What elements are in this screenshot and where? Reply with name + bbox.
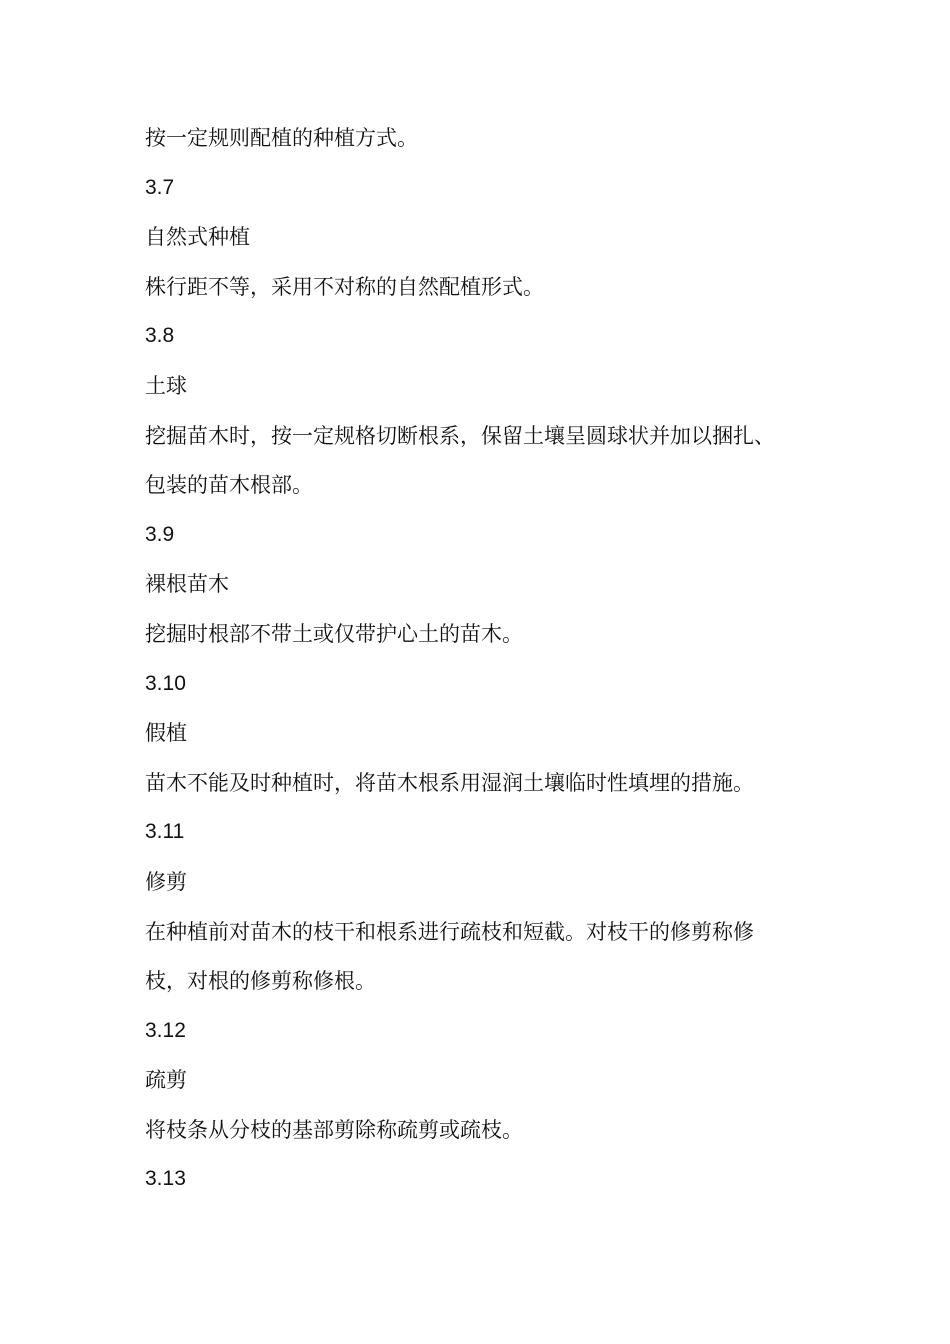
term-heading: 假植 [145, 721, 187, 746]
term-definition: 在种植前对苗木的枝干和根系进行疏枝和短截。对枝干的修剪称修 [145, 919, 754, 944]
term-definition: 包装的苗木根部。 [145, 473, 313, 498]
section-number: 3.11 [145, 820, 185, 844]
section-number: 3.7 [145, 175, 175, 199]
term-heading: 土球 [145, 373, 187, 398]
body-text: 按一定规则配植的种植方式。 [145, 126, 418, 150]
term-heading: 自然式种植 [145, 225, 250, 250]
section-number: 3.8 [145, 324, 175, 348]
document-body [145, 121, 825, 1212]
section-number: 3.9 [145, 522, 175, 546]
term-heading: 疏剪 [145, 1068, 187, 1093]
term-definition: 挖掘时根部不带土或仅带护心土的苗木。 [145, 621, 523, 646]
term-definition: 挖掘苗木时，按一定规格切断根系，保留土壤呈圆球状并加以捆扎、 [145, 423, 775, 448]
term-definition: 苗木不能及时种植时，将苗木根系用湿润土壤临时性填埋的措施。 [145, 770, 754, 795]
section-number: 3.13 [145, 1167, 186, 1191]
section-number: 3.12 [145, 1018, 186, 1042]
term-heading: 修剪 [145, 869, 187, 894]
term-definition: 枝，对根的修剪称修根。 [145, 969, 376, 994]
term-definition: 株行距不等，采用不对称的自然配植形式。 [145, 274, 544, 299]
term-heading: 裸根苗木 [145, 572, 229, 597]
section-number: 3.10 [145, 671, 186, 695]
term-definition: 将枝条从分枝的基部剪除称疏剪或疏枝。 [145, 1117, 523, 1142]
